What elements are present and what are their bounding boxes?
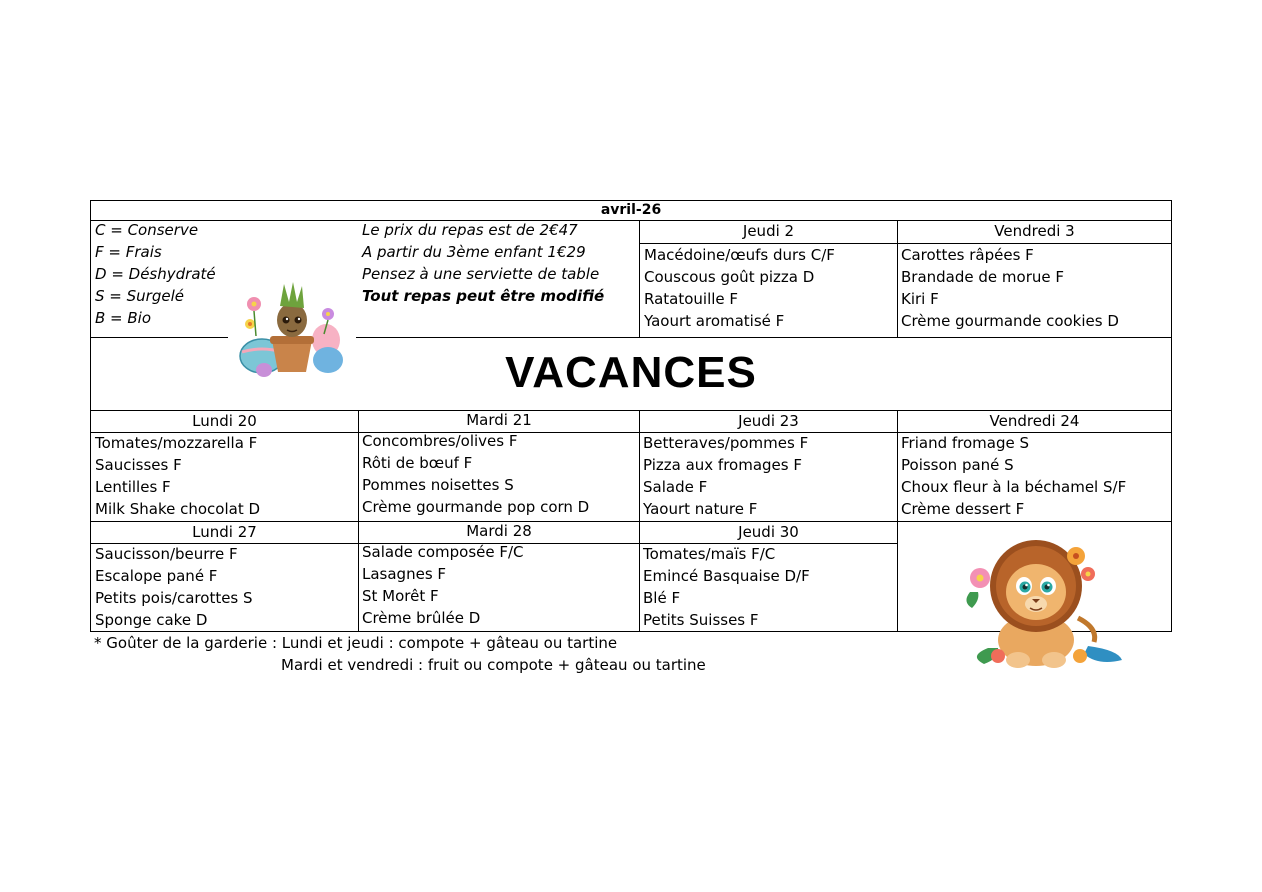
footer-snack-line-2: Mardi et vendredi : fruit ou compote + gâteau ou tartine	[281, 656, 706, 674]
footer-snack-line-1: * Goûter de la garderie : Lundi et jeudi : compote + gâteau ou tartine	[94, 634, 618, 652]
notes	[358, 219, 638, 307]
menu-item: Betteraves/pommes F	[643, 434, 809, 452]
day-header: Lundi 27	[192, 523, 257, 541]
menu-item: Sponge cake D	[95, 611, 208, 629]
legend-item: D = Déshydraté	[95, 265, 216, 283]
vacances-banner: VACANCES	[505, 348, 757, 397]
menu-item: Crème gourmande pop corn D	[362, 498, 590, 516]
day-menu	[358, 430, 638, 518]
day-menu	[639, 543, 896, 631]
menu-item: Pommes noisettes S	[362, 476, 514, 494]
menu-item: Tomates/maïs F/C	[643, 545, 776, 563]
day-header: Vendredi 24	[989, 412, 1080, 430]
legend-item: B = Bio	[95, 309, 152, 327]
menu-item: Yaourt nature F	[643, 500, 758, 518]
menu-item: Kiri F	[901, 290, 939, 308]
legend-item: S = Surgelé	[95, 287, 184, 305]
menu-item: Salade composée F/C	[362, 543, 524, 561]
day-header: Mardi 21	[466, 411, 532, 429]
day-header: Vendredi 3	[994, 222, 1075, 240]
day-header: Lundi 20	[192, 412, 257, 430]
menu-item: Ratatouille F	[644, 290, 739, 308]
menu-item: Choux fleur à la béchamel S/F	[901, 478, 1127, 496]
menu-item: St Morêt F	[362, 587, 439, 605]
menu-item: Crème brûlée D	[362, 609, 481, 627]
note-napkin: Pensez à une serviette de table	[362, 265, 600, 283]
menu-item: Carottes râpées F	[901, 246, 1034, 264]
menu-item: Blé F	[643, 589, 681, 607]
menu-item: Lentilles F	[95, 478, 171, 496]
note-price: Le prix du repas est de 2€47	[362, 221, 578, 239]
day-menu	[897, 244, 1169, 332]
menu-item: Friand fromage S	[901, 434, 1029, 452]
day-menu	[897, 432, 1170, 520]
menu-item: Salade F	[643, 478, 708, 496]
day-menu	[640, 244, 896, 332]
menu-item: Tomates/mozzarella F	[95, 434, 258, 452]
menu-item: Saucisses F	[95, 456, 182, 474]
menu-item: Petits pois/carottes S	[95, 589, 253, 607]
day-header: Jeudi 30	[738, 523, 799, 541]
menu-item: Saucisson/beurre F	[95, 545, 238, 563]
menu-item: Escalope pané F	[95, 567, 218, 585]
menu-item: Poisson pané S	[901, 456, 1014, 474]
day-menu	[639, 432, 896, 520]
day-header: Jeudi 2	[742, 222, 795, 240]
menu-item: Crème dessert F	[901, 500, 1025, 518]
day-menu	[358, 541, 638, 629]
menu-item: Emincé Basquaise D/F	[643, 567, 810, 585]
menu-item: Milk Shake chocolat D	[95, 500, 261, 518]
lion-flower-illustration	[958, 528, 1128, 672]
day-menu	[91, 432, 357, 520]
legend-item: C = Conserve	[95, 221, 199, 239]
table-border-right	[1171, 200, 1172, 632]
day-header: Mardi 28	[466, 522, 532, 540]
menu-item: Crème gourmande cookies D	[901, 312, 1119, 330]
menu-item: Brandade de morue F	[901, 268, 1064, 286]
menu-item: Couscous goût pizza D	[644, 268, 815, 286]
menu-item: Lasagnes F	[362, 565, 447, 583]
menu-item: Pizza aux fromages F	[643, 456, 802, 474]
menu-item: Yaourt aromatisé F	[644, 312, 785, 330]
menu-item: Rôti de bœuf F	[362, 454, 473, 472]
day-menu	[91, 543, 357, 631]
legend-item: F = Frais	[95, 243, 162, 261]
note-modifiable: Tout repas peut être modifié	[362, 287, 605, 305]
menu-item: Petits Suisses F	[643, 611, 759, 629]
menu-item: Concombres/olives F	[362, 432, 518, 450]
note-third-child: A partir du 3ème enfant 1€29	[362, 243, 586, 261]
day-header: Jeudi 23	[738, 412, 799, 430]
menu-item: Macédoine/œufs durs C/F	[644, 246, 835, 264]
month-title: avril-26	[600, 202, 662, 218]
